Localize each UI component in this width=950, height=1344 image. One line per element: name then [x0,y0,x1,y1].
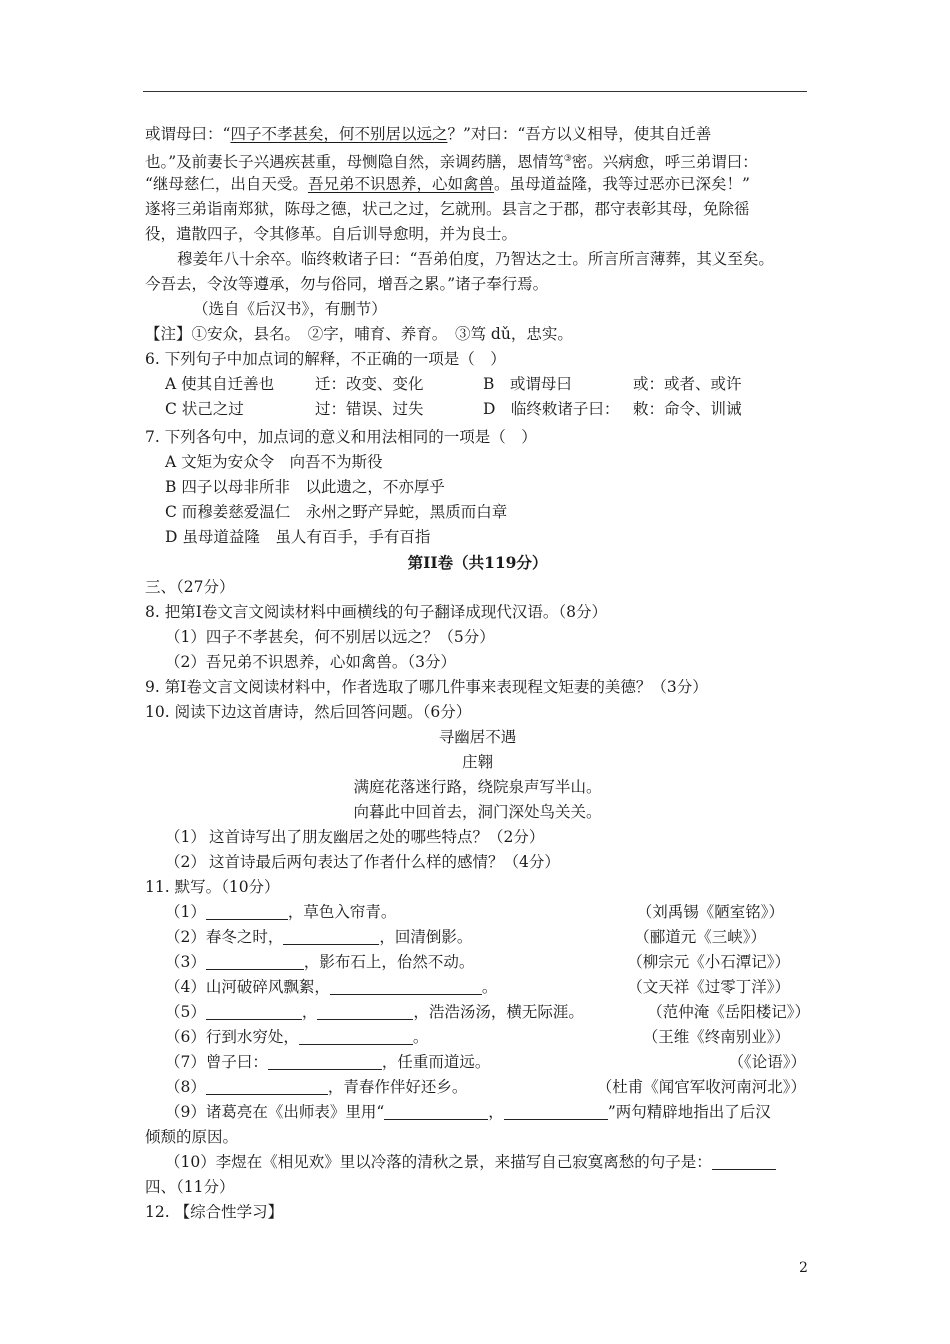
answer-blank[interactable] [712,1153,776,1170]
part-2-title: 第II卷（共119分） [407,553,548,572]
page-number: 2 [799,1260,808,1276]
question-7-option-c: C 而穆姜慈爱温仁 永州之野产异蛇，黑质而白章 [165,503,508,521]
question-7-option-b: B 四子以母非所非 以此遗之，不亦厚乎 [165,478,445,496]
answer-blank[interactable] [268,1053,382,1070]
sub-number: （1） [165,828,206,846]
option-c: C 状己之过 [165,400,244,418]
answer-blank[interactable] [206,1078,328,1095]
question-6-options-cd [145,397,810,422]
item-source: （郦道元《三峡》） [634,928,766,946]
question-9: 9. 第I卷文言文阅读材料中，作者选取了哪几件事来表现程文矩妻的美德？（3分） [145,678,708,696]
text: 。虽母道益隆，我等过恶亦已深矣！” [493,175,750,193]
text: “继母慈仁，出自天受。 [145,175,308,193]
option-c-gloss: 过：错误、过失 [315,400,424,418]
underlined-sentence-1: 四子不孝甚矣，何不别居以远之 [230,125,448,143]
text: 或谓母曰：“ [145,125,231,143]
item-text: 。 [481,978,498,996]
dictation-item-4 [145,975,810,1000]
item-text: ， [488,1103,504,1121]
question-8-stem: 8. 把第I卷文言文阅读材料中画横线的句子翻译成现代汉语。（8分） [145,603,607,621]
poem-line-2: 向暮此中回首去，洞门深处鸟关关。 [353,803,602,821]
item-number: （5） [165,1003,206,1021]
item-text: ，任重而道远。 [381,1053,491,1071]
option-b-gloss: 或：或者、或许 [633,375,742,393]
item-text: （7）曾子曰： [165,1053,268,1071]
option-b: B 或谓母曰 [483,375,572,393]
question-6-stem: 6. 下列句子中加点词的解释，不正确的一项是（ ） [145,350,506,368]
poem-line-1: 满庭花落迷行路，绕院泉声写半山。 [353,778,602,796]
text: 也。”及前妻长子兴遇疾甚重，母恻隐自然，亲调药膳，恩情笃 [145,153,564,172]
question-7-stem: 7. 下列各句中，加点词的意义和用法相同的一项是（ ） [145,428,537,446]
header-rule [143,91,807,92]
item-number: （1） [165,903,206,921]
answer-blank[interactable] [384,1103,488,1120]
dictation-item-8 [145,1075,810,1100]
answer-blank[interactable] [206,953,304,970]
answer-blank[interactable] [504,1103,608,1120]
option-d-gloss: 敕：命令、训诫 [633,400,742,418]
item-number: （3） [165,953,206,971]
item-source: （王维《终南别业》） [642,1028,790,1046]
question-6-options-ab [145,372,810,397]
dictation-item-1 [145,900,810,925]
answer-blank[interactable] [330,978,482,995]
dictation-item-2 [145,925,810,950]
sub-number: （2） [165,853,206,871]
passage-note: 【注】①安众，县名。 ②字，哺育、养育。 ③笃 dǔ，忠实。 [145,325,573,343]
question-11-stem: 11. 默写。（10分） [145,878,280,896]
sub-text: 这首诗写出了朋友幽居之处的哪些特点？（2分） [209,828,545,846]
answer-blank[interactable] [206,903,288,920]
item-text: （9）诸葛亮在《出师表》里用“ [165,1103,385,1121]
option-d: D 临终敕诸子曰： [483,400,620,418]
item-number: （8） [165,1078,206,1096]
option-a-gloss: 迁：改变、变化 [315,375,424,393]
dictation-item-10 [145,1150,810,1175]
dictation-item-9-cont: 倾颓的原因。 [145,1128,239,1146]
item-source: （柳宗元《小石潭记》） [627,953,790,971]
dictation-item-5 [145,1000,810,1025]
answer-blank[interactable] [283,928,379,945]
answer-blank[interactable] [317,1003,413,1020]
section-4-title: 四、（11分） [145,1178,235,1196]
question-7-option-a: A 文矩为安众令 向吾不为斯役 [165,453,383,471]
question-10-sub-1 [145,825,810,850]
item-text: 。 [412,1028,429,1046]
text: ？”对曰：“吾方以义相导，使其自迁善 [447,125,712,143]
dictation-item-3 [145,950,810,975]
text: 密。兴病愈，呼三弟谓曰： [571,153,758,172]
dictation-item-9 [145,1100,810,1125]
page-content [145,122,810,1225]
question-7-option-d: D 虽母道益隆 虽人有百手，手有百指 [165,528,431,546]
underlined-sentence-2: 吾兄弟不识恩养，心如禽兽 [307,175,494,193]
item-source: （文天祥《过零丁洋》） [627,978,790,996]
footnote-mark: ③ [563,154,572,164]
item-text: （6）行到水穷处， [165,1028,299,1046]
dictation-item-6 [145,1025,810,1050]
passage-line [145,122,810,147]
passage-source: （选自《后汉书》，有删节） [193,300,387,318]
question-12: 12. 【综合性学习】 [145,1203,284,1221]
answer-blank[interactable] [206,1003,302,1020]
question-8-sub-2: （2）吾兄弟不识恩养，心如禽兽。（3分） [165,653,456,671]
dictation-item-7 [145,1050,810,1075]
item-text: ，浩浩汤汤，横无际涯。 [413,1003,584,1021]
answer-blank[interactable] [299,1028,413,1045]
passage-line: 遂将三弟诣南郑狱，陈母之德，状己之过，乞就刑。县言之于郡，郡守表彰其母，免除徭 [145,200,750,218]
section-3-title: 三、（27分） [145,578,235,596]
passage-line: 穆姜年八十余卒。临终敕诸子曰：“吾弟伯度，乃智达之士。所言所言薄葬，其义至矣。 [177,250,774,268]
item-text: ”两句精辟地指出了后汉 [607,1103,771,1121]
item-text: ，回清倒影。 [379,928,473,946]
passage-line: 今吾去，令汝等遵承，勿与俗同，增吾之累。”诸子奉行焉。 [145,275,549,293]
item-source: （范仲淹《岳阳楼记》） [647,1003,810,1021]
poem-title: 寻幽居不遇 [438,728,517,746]
passage-line [145,147,810,172]
item-text: （4）山河破碎风飘絮， [165,978,330,996]
sub-text: 这首诗最后两句表达了作者什么样的感情？（4分） [209,853,560,871]
item-text: ， [301,1003,318,1021]
item-text: （2）春冬之时， [165,928,284,946]
item-source: （杜甫《闻官军收河南河北》） [596,1078,806,1096]
poem-author: 庄翱 [461,753,493,771]
question-10-stem: 10. 阅读下边这首唐诗，然后回答问题。（6分） [145,703,472,721]
question-10-sub-2 [145,850,810,875]
option-a: A 使其自迁善也 [165,375,275,393]
question-8-sub-1: （1）四子不孝甚矣，何不别居以远之？（5分） [165,628,495,646]
item-text: ，草色入帘青。 [287,903,397,921]
item-source: （刘禹锡《陋室铭》） [636,903,784,921]
item-text: （10）李煜在《相见欢》里以冷落的清秋之景，来描写自己寂寞离愁的句子是： [165,1153,712,1171]
passage-line: 役，遣散四子，令其修革。自后训导愈明，并为良士。 [145,225,518,243]
item-source: （《论语》） [728,1053,806,1071]
passage-line [145,172,810,197]
item-text: ，影布石上，佁然不动。 [303,953,475,971]
item-text: ，青春作伴好还乡。 [327,1078,468,1096]
